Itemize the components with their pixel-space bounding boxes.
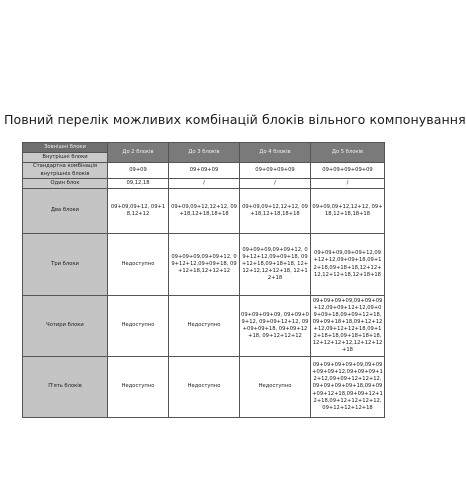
standard-cell: 09+09+09+09+09 [311,163,385,179]
standard-cell: 09+09+09 [169,163,240,179]
internal-blocks-label: Внутрішні блоки [23,153,108,163]
two-blocks-cell: 09+09,09+12, 09+18,12+12 [108,189,169,234]
standard-cell: 09+09+09+09 [240,163,311,179]
four-blocks-cell: Недоступно [169,296,240,357]
column-header-4: До 4 блоків [240,143,311,163]
column-header-5: До 5 блоків [311,143,385,163]
one-block-cell: / [311,179,385,189]
standard-combination-label: Стандартна комбінація внутрішніх блоків [23,163,108,179]
five-blocks-cell: Недоступно [169,357,240,418]
three-blocks-label: Три блоки [23,234,108,296]
standard-cell: 09+09 [108,163,169,179]
four-blocks-cell: Недоступно [108,296,169,357]
one-block-label: Один блок [23,179,108,189]
two-blocks-label: Два блоки [23,189,108,234]
column-header-3: До 3 блоків [169,143,240,163]
three-blocks-cell: 09+09+09,09+09+12, 09+12+12,09+09+18, 09+12+18,09+18+18, 12+12+12,12+12+18, 12+12+18 [240,234,311,296]
one-block-cell: / [169,179,240,189]
four-blocks-label: Чотири блоки [23,296,108,357]
five-blocks-cell: Недоступно [240,357,311,418]
two-blocks-cell: 09+09,09+12,12+12, 09+18,12+18,18+18 [240,189,311,234]
five-blocks-cell: Недоступно [108,357,169,418]
five-blocks-cell: 09+09+09+09+09,09+09+09+09+12,09+09+09+12+12,09+09+12+12+12,09+09+09+09+18,09+09+09+12+18,09+09+12+12+18,09+12+12+12+12,09+12+12+12+18 [311,357,385,418]
four-blocks-cell: 09+09+09+09,09+09+09+12,09+09+12+12,09+09+09+18,09+09+12+18,09+09+18+18,09+12+12+12,09+12+12+18,09+12+18+18,09+18+18+18,12+12+12+12,12+12+12+18 [311,296,385,357]
three-blocks-cell: Недоступно [108,234,169,296]
three-blocks-cell: 09+09+09,09+09+12,09+12+12,09+09+18,09+12+18,09+18+18,12+12+12,12+12+18,12+18+18 [311,234,385,296]
two-blocks-cell: 09+09,09+12,12+12, 09+18,12+18,18+18 [169,189,240,234]
two-blocks-cell: 09+09,09+12,12+12, 09+18,12+18,18+18 [311,189,385,234]
five-blocks-label: П'ять блоків [23,357,108,418]
external-blocks-label: Зовнішні блоки [23,143,108,153]
combinations-table [22,142,385,418]
column-header-2: До 2 блоків [108,143,169,163]
three-blocks-cell: 09+09+09,09+09+12, 09+12+12,09+09+18, 09+12+18,12+12+12 [169,234,240,296]
four-blocks-cell: 09+09+09+09, 09+09+09+12, 09+09+12+12, 09+09+09+18, 09+09+12+18, 09+12+12+12 [240,296,311,357]
one-block-cell: 09,12,18 [108,179,169,189]
one-block-cell: / [240,179,311,189]
page-title: Повний перелік можливих комбінацій блоків вільного компонування [4,112,466,127]
